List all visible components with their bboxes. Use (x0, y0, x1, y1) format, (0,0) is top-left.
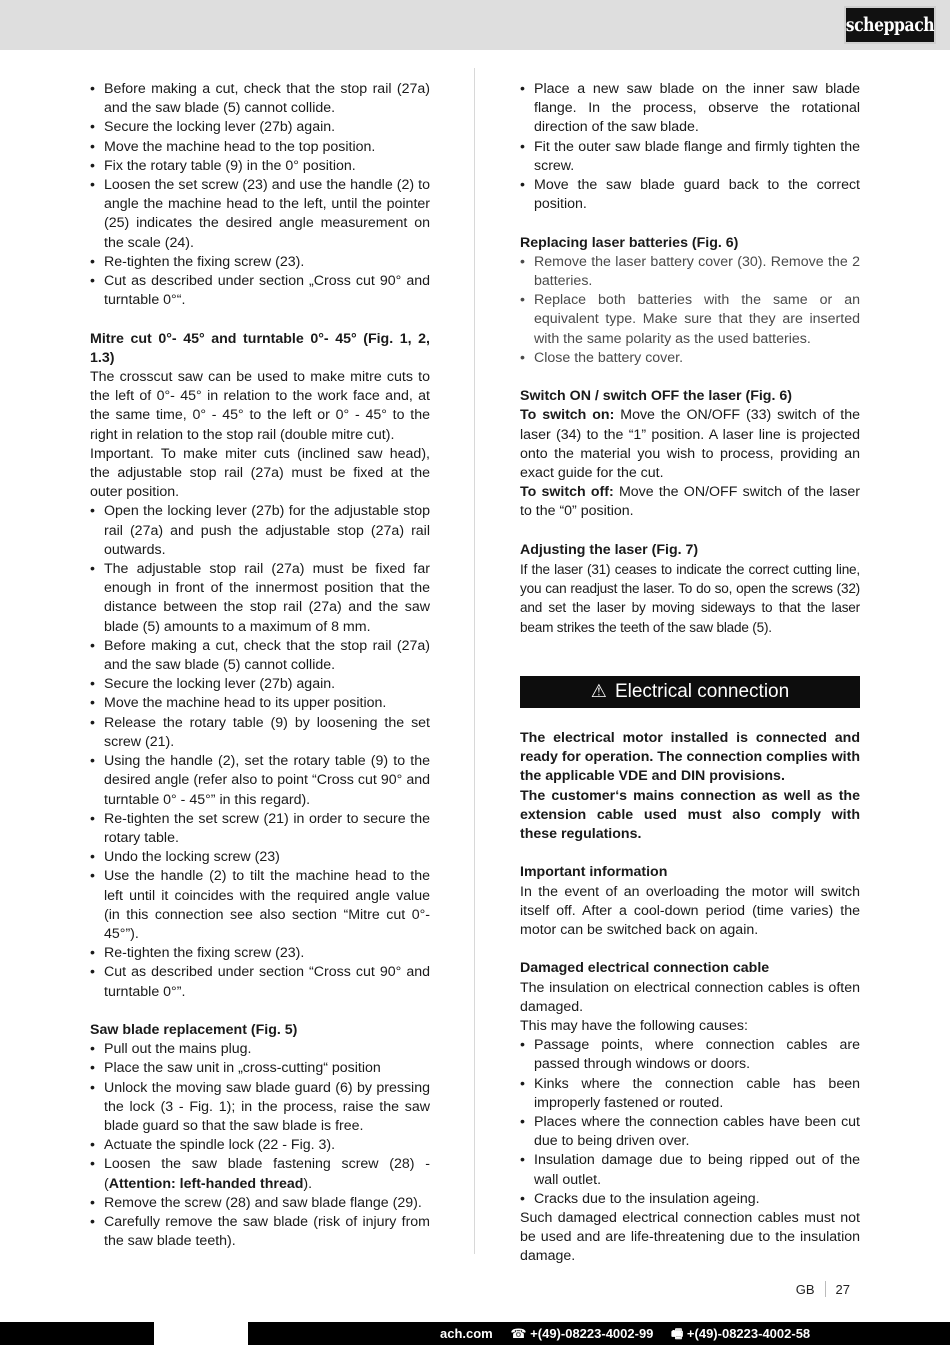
mitre-important: Important. To make miter cuts (inclined saw head), the adjustable stop rail (27a) must be fixed at the outer position. (90, 445, 430, 501)
switch-on-label: To switch on: (520, 407, 615, 424)
left-hand-thread-warning: Attention: left-handed thread (108, 1175, 304, 1192)
bar-gap (154, 1322, 248, 1345)
page-number: 27 (835, 1281, 850, 1297)
list-item: • Pull out the mains plug. (90, 1040, 430, 1059)
electrical-connection-bar (520, 676, 860, 708)
list-item: • Move the machine head to its upper position. (90, 694, 430, 713)
blade-replacement-heading: Saw blade replacement (Fig. 5) (90, 1021, 298, 1038)
list-item: • Fix the rotary table (9) in the 0° position. (90, 157, 430, 176)
damaged-cable-warning: Such damaged electrical connection cables must not be used and are life-threatening due to the insulation damage. (520, 1210, 860, 1265)
language-code: GB (795, 1281, 815, 1297)
list-item: • Before making a cut, check that the stop rail (27a) and the saw blade (5) cannot collide. (90, 80, 430, 118)
header-band (0, 0, 950, 50)
switch-on-text: Move the ON/OFF (33) switch of the laser (34) to the “1” position. A laser line is projected onto the material you wish to process, providing an exact guide for the cut. (520, 407, 860, 482)
contact-bar (0, 1322, 950, 1345)
switch-off-label: To switch off: (520, 484, 614, 501)
loosen-text-end: ). (303, 1175, 313, 1192)
fax-number: 🖷 +(49)-08223-4002-58 (671, 1326, 811, 1341)
list-item: • Use the handle (2) to tilt the machine head to the left until it coincides with the required angle value (in this connection see also section “Mitre cut 0°- 45°”). (90, 867, 430, 944)
list-item: • Re-tighten the set screw (21) in order to secure the rotary table. (90, 810, 430, 848)
list-item: • Using the handle (2), set the rotary table (9) to the desired angle (refer also to point “Cross cut 90° and turntable 0° - 45°” in this regard). (90, 752, 430, 810)
damaged-cable-text: The insulation on electrical connection cables is often damaged. (520, 979, 860, 1015)
bevel-steps-list (90, 80, 430, 310)
electrical-notice-1: The electrical motor installed is connected and ready for operation. The connection complies with the applicable VDE and DIN provisions. (520, 730, 860, 785)
brand-logo (844, 6, 936, 44)
list-item: • Move the machine head to the top position. (90, 138, 430, 157)
list-item: • Secure the locking lever (27b) again. (90, 675, 430, 694)
switch-off-paragraph (520, 483, 860, 521)
website-text: ach.com (440, 1326, 493, 1341)
list-item: • Actuate the spindle lock (22 - Fig. 3). (90, 1136, 430, 1155)
switch-off-text: Move the ON/OFF switch of the laser to the “0” position. (520, 484, 860, 520)
switch-on-paragraph (520, 406, 860, 483)
phone-number: ☎ +(49)-08223-4002-99 (510, 1326, 654, 1341)
list-item: • Before making a cut, check that the stop rail (27a) and the saw blade (5) cannot collide. (90, 637, 430, 675)
list-item: • Cracks due to the insulation ageing. (520, 1190, 860, 1209)
cable-causes-list (520, 1036, 860, 1209)
list-item: • Remove the laser battery cover (30). Remove the 2 batteries. (520, 253, 860, 291)
electrical-notice-2: The customer‘s mains connection as well as the extension cable used must also comply with these regulations. (520, 787, 860, 843)
list-item: • Release the rotary table (9) by loosening the set screw (21). (90, 714, 430, 752)
list-item: • Undo the locking screw (23) (90, 848, 430, 867)
mitre-steps-list (90, 502, 430, 1001)
mitre-heading: Mitre cut 0°- 45° and turntable 0°- 45° (Fig. 1, 2, 1.3) (90, 330, 430, 366)
list-item: • Loosen the set screw (23) and use the handle (2) to angle the machine head to the left, until the pointer (25) indicates the desired angle measurement on the scale (24). (90, 176, 430, 253)
electrical-notice (520, 729, 860, 844)
list-item: • Re-tighten the fixing screw (23). (90, 253, 430, 272)
list-item: • Open the locking lever (27b) for the adjustable stop rail (27a) and push the adjustable stop (27a) rail outwards. (90, 502, 430, 560)
mitre-paragraph: The crosscut saw can be used to make mitre cuts to the left of 0°- 45° in relation to the work face and, at the same time, 0° - 45° to the left or 0° - 45° to the right in relation to the stop rail (double mitre cut). (90, 369, 430, 443)
right-column (520, 80, 860, 1267)
list-item: • Re-tighten the fixing screw (23). (90, 944, 430, 963)
contact-info (440, 1325, 824, 1347)
adjust-laser-heading: Adjusting the laser (Fig. 7) (520, 541, 699, 558)
list-item (90, 1155, 430, 1193)
left-column (90, 80, 430, 1251)
battery-heading: Replacing laser batteries (Fig. 6) (520, 234, 739, 251)
important-info-heading: Important information (520, 864, 668, 881)
important-info-text: In the event of an overloading the motor will switch itself off. After a cool-down period (time varies) the motor can be switched back on again. (520, 883, 860, 939)
damaged-cable-causes: This may have the following causes: (520, 1018, 748, 1035)
list-item: • Cut as described under section “Cross cut 90° and turntable 0°”. (90, 963, 430, 1001)
blade-fit-list (520, 80, 860, 214)
switch-heading: Switch ON / switch OFF the laser (Fig. 6) (520, 388, 792, 405)
section-title: Electrical connection (614, 681, 790, 703)
list-item: • Cut as described under section „Cross cut 90° and turntable 0°“. (90, 272, 430, 310)
battery-list (520, 253, 860, 368)
adjust-laser-text: If the laser (31) ceases to indicate the correct cutting line, you can readjust the laser. To do so, open the screws (32) and set the laser by moving sideways to that the laser beam strikes the teeth of the saw blade (5). (520, 562, 860, 635)
list-item: • Remove the screw (28) and saw blade flange (29). (90, 1194, 430, 1213)
list-item: • Place a new saw blade on the inner saw blade flange. In the process, observe the rotational direction of the saw blade. (520, 80, 860, 138)
list-item: • Places where the connection cables have been cut due to being driven over. (520, 1113, 860, 1151)
list-item: • Insulation damage due to being ripped out of the wall outlet. (520, 1151, 860, 1189)
damaged-cable-heading: Damaged electrical connection cable (520, 960, 770, 977)
logo-text: scheppach (845, 14, 935, 36)
column-divider (474, 68, 475, 1254)
warning-triangle-icon: ⚠ (590, 681, 607, 702)
list-item: • The adjustable stop rail (27a) must be fixed far enough in front of the innermost position that the distance between the stop rail (27a) and the saw blade (5) amounts to a maximum of 8 mm. (90, 560, 430, 637)
list-item: • Close the battery cover. (520, 349, 860, 368)
list-item: • Secure the locking lever (27b) again. (90, 118, 430, 137)
list-item: • Carefully remove the saw blade (risk of injury from the saw blade teeth). (90, 1213, 430, 1251)
list-item: • Passage points, where connection cables are passed through windows or doors. (520, 1036, 860, 1074)
list-item: • Move the saw blade guard back to the correct position. (520, 176, 860, 214)
footer-separator (825, 1281, 826, 1297)
page-number-area (796, 1281, 850, 1297)
list-item: • Fit the outer saw blade flange and firmly tighten the screw. (520, 138, 860, 176)
blade-steps-list (90, 1040, 430, 1251)
loosen-text: Loosen the saw blade fastening screw (28) - ( (104, 1156, 430, 1192)
list-item: • Replace both batteries with the same or an equivalent type. Make sure that they are inserted with the same polarity as the used batteries. (520, 291, 860, 349)
list-item: • Kinks where the connection cable has been improperly fastened or routed. (520, 1075, 860, 1113)
list-item: • Unlock the moving saw blade guard (6) by pressing the lock (3 - Fig. 1); in the process, raise the saw blade guard so that the saw blade is free. (90, 1079, 430, 1137)
list-item: • Place the saw unit in „cross-cutting“ position (90, 1059, 430, 1078)
